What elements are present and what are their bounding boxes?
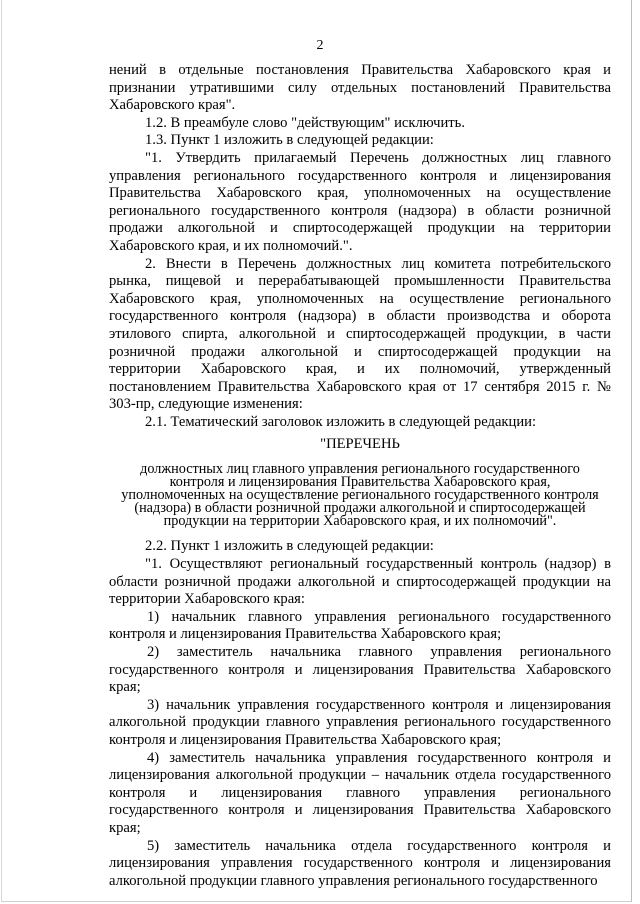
list-item: 1) начальник главного управления регионального государственного контроля и лицензирования Правительства Хабаровского края; (109, 608, 611, 643)
list-item: 5) заместитель начальника отдела государственного контроля и лицензирования управления государственного контроля и лицензирования алкогольной продукции главного управления регионального государственного (109, 837, 611, 889)
paragraph-1-2: 1.2. В преамбуле слово "действующим" исключить. (145, 114, 465, 131)
paragraph-2: 2. Внести в Перечень должностных лиц комитета потребительского рынка, пищевой и перерабатывающей промышленности Правительства Хабаровского края, уполномоченных на осуществление регионального государственного контроля (надзора) в области производства и оборота этилового спирта, алкогольной и спиртосодержащей продукции, в части розничной продажи алкогольной и спиртосодержащей продукции на территории Хабаровского края, и их полномочий, утвержденный постановлением Правительства Хабаровского края от 17 сентября 2015 г. № 303-пр, следующие изменения: (109, 255, 611, 413)
paragraph-continuation: нений в отдельные постановления Правительства Хабаровского края и признании утратившими силу отдельных постановлений Правительства Хабаровского края". (109, 62, 611, 114)
document-body (109, 62, 611, 890)
page-number: 2 (316, 38, 324, 53)
quoted-point-1-new: "1. Осуществляют региональный государственный контроль (надзор) в области розничной продажи алкогольной и спиртосодержащей продукции на территории Хабаровского края: (109, 556, 611, 608)
paragraph-2-1: 2.1. Тематический заголовок изложить в следующей редакции: (145, 413, 536, 430)
list-item: 2) заместитель начальника главного управления регионального государственного контроля и лицензирования Правительства Хабаровского края; (109, 644, 611, 696)
paragraph-2-2: 2.2. Пункт 1 изложить в следующей редакции: (145, 538, 434, 555)
list-item: 4) заместитель начальника управления государственного контроля и лицензирования алкогольной продукции – начальник отдела государственного контроля и лицензирования главного управления регионального государственного контроля и лицензирования Правительства Хабаровского края; (109, 749, 611, 836)
perechen-title: "ПЕРЕЧЕНЬ (320, 436, 400, 453)
paragraph-1-3: 1.3. Пункт 1 изложить в следующей редакции: (145, 132, 434, 149)
list-item: 3) начальник управления государственного контроля и лицензирования алкогольной продукции главного управления регионального государственного контроля и лицензирования Правительства Хабаровского края; (109, 696, 611, 748)
quoted-point-1: "1. Утвердить прилагаемый Перечень должностных лиц главного управления регионального государственного контроля и лицензирования Правительства Хабаровского края, уполномоченных на осуществление регионального государственного контроля (надзора) в области розничной продажи алкогольной и спиртосодержащей продукции на территории Хабаровского края, и их полномочий.". (109, 149, 611, 254)
perechen-heading: должностных лиц главного управления регионального государственного контроля и лицензирования Правительства Хабаровского края, уполномоченных на осуществление регионального государственного контроля (надзора) в области розничной продажи алкогольной и спиртосодержащей продукции на территории Хабаровского края, и их полномочий". (121, 461, 599, 530)
